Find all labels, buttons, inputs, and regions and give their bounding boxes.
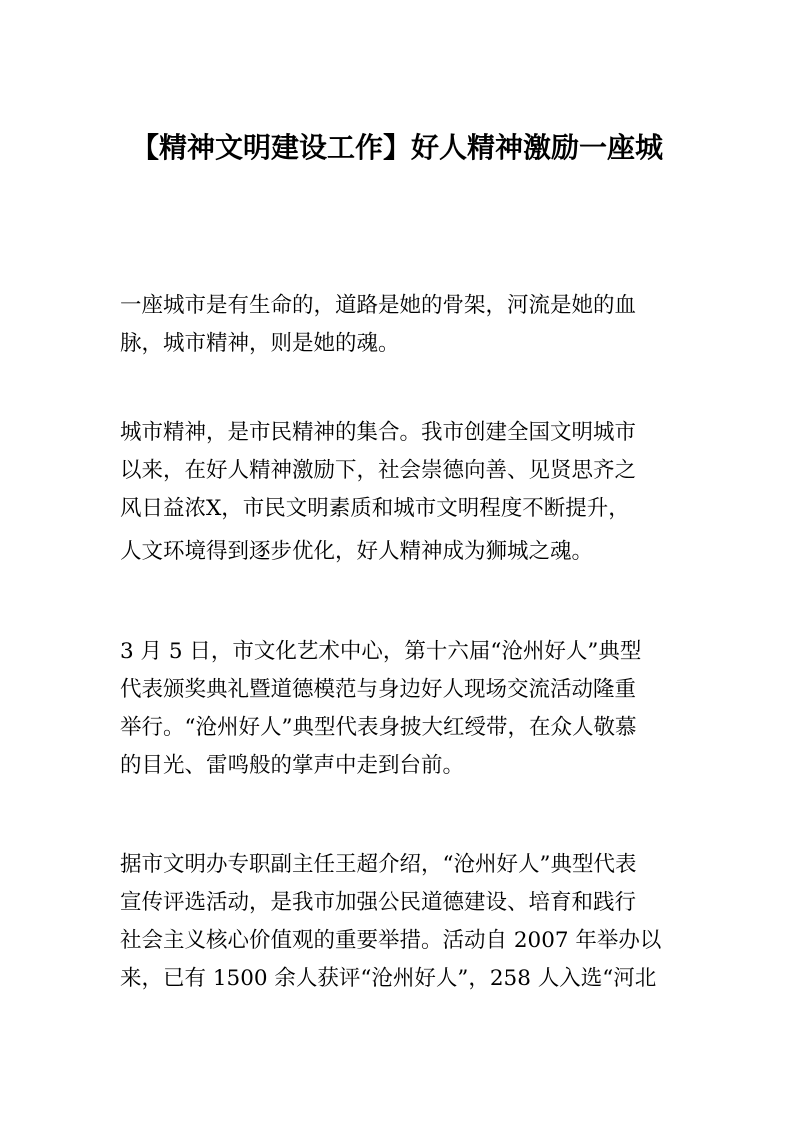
paragraph-4 — [120, 846, 680, 998]
paragraph-line: 代表颁奖典礼暨道德模范与身边好人现场交流活动隆重 — [120, 677, 637, 702]
paragraph-line: 脉，城市精神，则是她的魂。 — [120, 331, 400, 356]
document-title: 【精神文明建设工作】好人精神激励一座城 — [130, 131, 663, 164]
paragraph-2 — [120, 414, 680, 571]
paragraph-line: 人文环境得到逐步优化，好人精神成为狮城之魂。 — [120, 539, 594, 564]
paragraph-line: 据市文明办专职副主任王超介绍，“沧州好人”典型代表 — [120, 852, 637, 877]
paragraph-line: 举行。“沧州好人”典型代表身披大红绶带，在众人敬慕 — [120, 715, 637, 740]
paragraph-1 — [120, 287, 680, 363]
paragraph-line: 的目光、雷鸣般的掌声中走到台前。 — [120, 753, 465, 778]
paragraph-line: 来，已有 1500 余人获评“沧州好人”，258 人入选“河北 — [120, 966, 657, 991]
paragraph-line: 以来，在好人精神激励下，社会崇德向善、见贤思齐之 — [120, 458, 637, 483]
paragraph-line: 风日益浓X，市民文明素质和城市文明程度不断提升， — [120, 496, 630, 521]
paragraph-3 — [120, 633, 680, 785]
paragraph-line: 一座城市是有生命的，道路是她的骨架，河流是她的血 — [120, 293, 637, 318]
paragraph-line: 城市精神，是市民精神的集合。我市创建全国文明城市 — [120, 420, 637, 445]
paragraph-line: 宣传评选活动，是我市加强公民道德建设、培育和践行 — [120, 890, 637, 915]
paragraph-line: 社会主义核心价值观的重要举措。活动自 2007 年举办以 — [120, 928, 662, 953]
paragraph-line: 3 月 5 日，市文化艺术中心，第十六届“沧州好人”典型 — [120, 639, 642, 664]
